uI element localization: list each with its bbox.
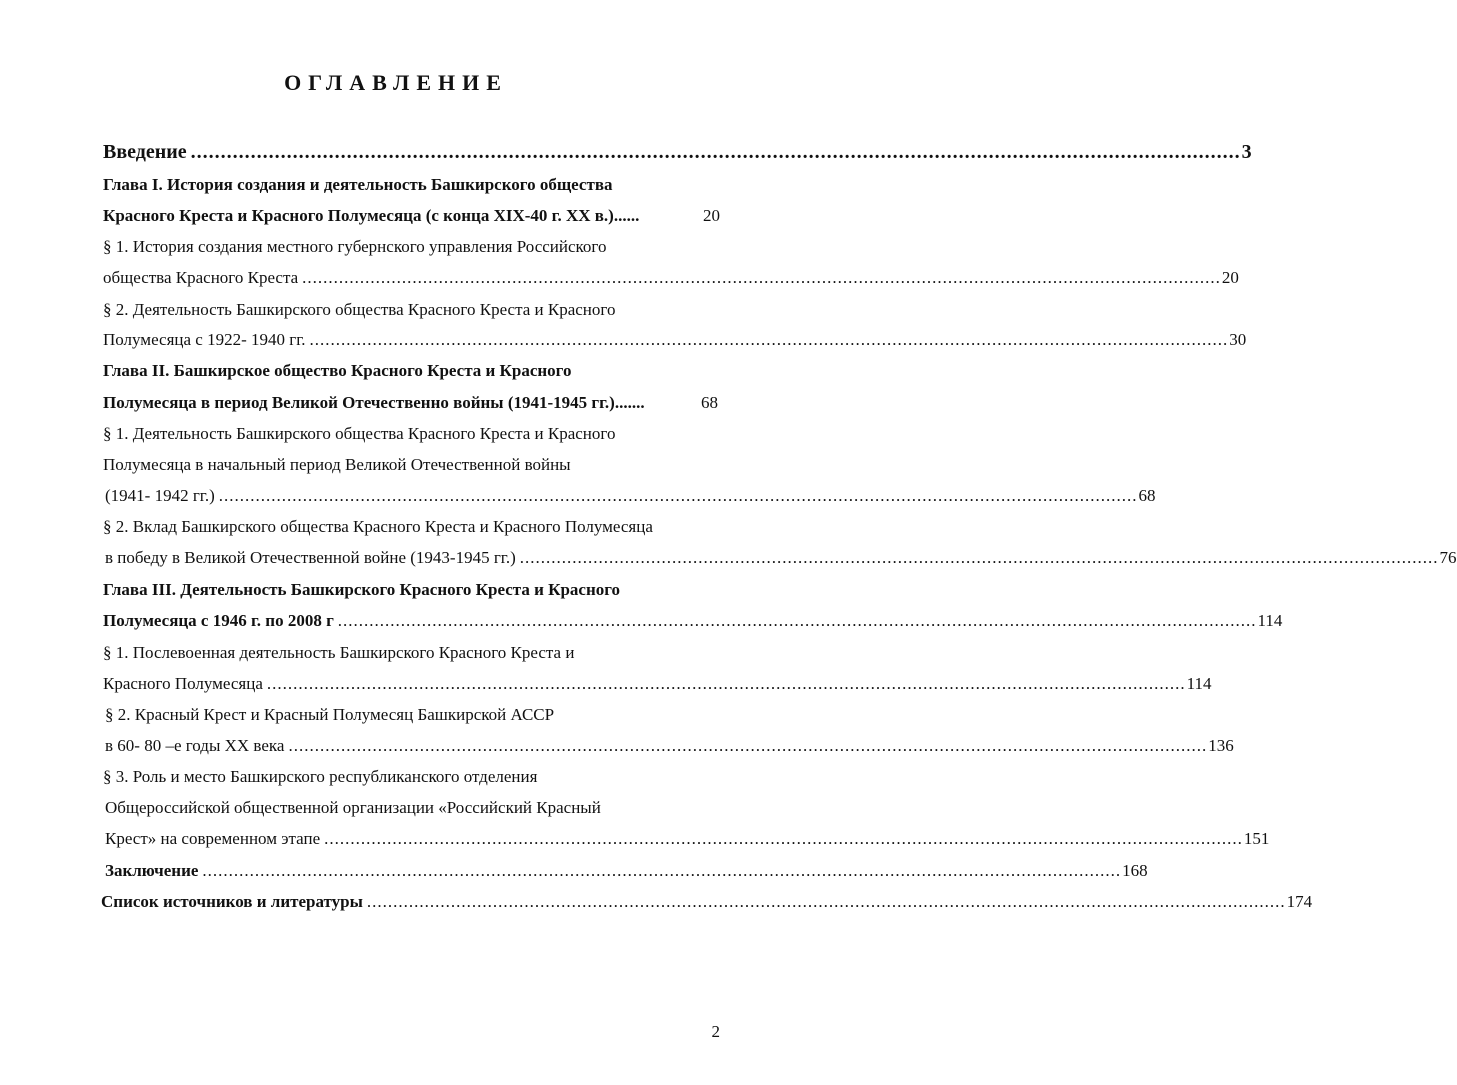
- toc-entry-page: 30: [1229, 330, 1247, 349]
- toc-entry-text: (1941- 1942 гг.): [105, 486, 215, 505]
- toc-entry-page: 114: [1257, 611, 1283, 630]
- dot-leader: ...............................................................................................................................................................................: [366, 892, 1286, 911]
- toc-entry-section-3-3: [105, 829, 1270, 849]
- toc-entry-page: 151: [1243, 829, 1270, 848]
- toc-entry-text: Крест» на современном этапе: [105, 829, 321, 848]
- toc-entry-chapter-3: [103, 611, 1283, 631]
- toc-entry-text: общества Красного Креста: [103, 268, 299, 287]
- toc-entry-section-1-2: [103, 330, 1247, 350]
- toc-entry-page: 20: [703, 206, 720, 225]
- toc-entry-page: 68: [1138, 486, 1156, 505]
- dot-leader: ...............................................................................................................................................................................: [309, 330, 1229, 349]
- toc-entry-section-2-2: [105, 548, 1457, 568]
- dot-leader: ...............................................................................................................................................................................: [302, 268, 1221, 287]
- toc-entry-text: в победу в Великой Отечественной войне (1943-1945 гг.): [105, 548, 516, 567]
- toc-entry-section-2-1: [105, 486, 1156, 506]
- toc-entry-text: Список источников и литературы: [101, 892, 363, 911]
- chapter-1-title-line1: Глава I. История создания и деятельность Башкирского общества: [103, 175, 613, 194]
- dot-leader: ...............................................................................................................................................................................: [288, 736, 1208, 755]
- dot-leader: ...............................................................................................................................................................................: [519, 548, 1439, 567]
- section-3-1-line1: § 1. Послевоенная деятельность Башкирского Красного Креста и: [103, 643, 575, 662]
- toc-entry-page: 168: [1122, 861, 1148, 880]
- toc-entry-text: в 60- 80 –е годы XX века: [105, 736, 285, 755]
- chapter-3-title-line1: Глава III. Деятельность Башкирского Красного Креста и Красного: [103, 580, 621, 599]
- section-3-2-line1: § 2. Красный Крест и Красный Полумесяц Башкирской АССР: [105, 705, 555, 724]
- dot-leader: ...............................................................................................................................................................................: [190, 141, 1241, 163]
- toc-entry-section-1-1: [103, 268, 1239, 288]
- toc-entry-text: Красного Полумесяца: [103, 674, 263, 693]
- toc-entry-page: 114: [1186, 674, 1212, 693]
- toc-entry-text: Полумесяца в период Великой Отечественно войны (1941-1945 гг.).......: [103, 393, 645, 412]
- chapter-2-title-line1: Глава II. Башкирское общество Красного Креста и Красного: [103, 361, 572, 380]
- toc-entry-text: Красного Креста и Красного Полумесяца (с конца XIX-40 г. XX в.)......: [103, 206, 640, 225]
- toc-entry-page: 174: [1286, 892, 1313, 911]
- section-2-1-line2: Полумесяца в начальный период Великой Отечественной войны: [103, 455, 571, 474]
- toc-entry-introduction: [103, 140, 1252, 164]
- dot-leader: ...............................................................................................................................................................................: [324, 829, 1243, 848]
- section-3-3-line1: § 3. Роль и место Башкирского республиканского отделения: [103, 767, 538, 786]
- toc-entry-sources: [101, 892, 1313, 912]
- toc-entry-conclusion: [105, 861, 1148, 881]
- section-2-1-line1: § 1. Деятельность Башкирского общества Красного Креста и Красного: [103, 424, 616, 443]
- dot-leader: ...............................................................................................................................................................................: [337, 611, 1257, 630]
- page-title: ОГЛАВЛЕНИЕ: [284, 70, 508, 95]
- toc-entry-section-3-2: [105, 736, 1234, 756]
- toc-entry-text: Полумесяца с 1922- 1940 гг.: [103, 330, 306, 349]
- toc-entry-page: 136: [1208, 736, 1234, 755]
- dot-leader: ...............................................................................................................................................................................: [266, 674, 1186, 693]
- dot-leader: ...............................................................................................................................................................................: [202, 861, 1122, 880]
- section-1-1-line1: § 1. История создания местного губернского управления Российского: [103, 237, 607, 256]
- toc-entry-page: 68: [701, 393, 718, 412]
- page-number: 2: [711, 1022, 720, 1041]
- toc-entry-section-3-1: [103, 674, 1212, 694]
- toc-entry-chapter-1: [103, 206, 720, 226]
- toc-entry-text: Введение: [103, 141, 187, 163]
- toc-entry-page: 20: [1221, 268, 1239, 287]
- toc-entry-page: 3: [1241, 141, 1252, 163]
- toc-entry-chapter-2: [103, 393, 718, 413]
- section-3-3-line2: Общероссийской общественной организации «Российский Красный: [105, 798, 601, 817]
- toc-entry-text: Полумесяца с 1946 г. по 2008 г: [103, 611, 334, 630]
- section-2-2-line1: § 2. Вклад Башкирского общества Красного Креста и Красного Полумесяца: [103, 517, 653, 536]
- dot-leader: ...............................................................................................................................................................................: [218, 486, 1138, 505]
- toc-entry-text: Заключение: [105, 861, 199, 880]
- toc-entry-page: 76: [1439, 548, 1457, 567]
- section-1-2-line1: § 2. Деятельность Башкирского общества Красного Креста и Красного: [103, 300, 616, 319]
